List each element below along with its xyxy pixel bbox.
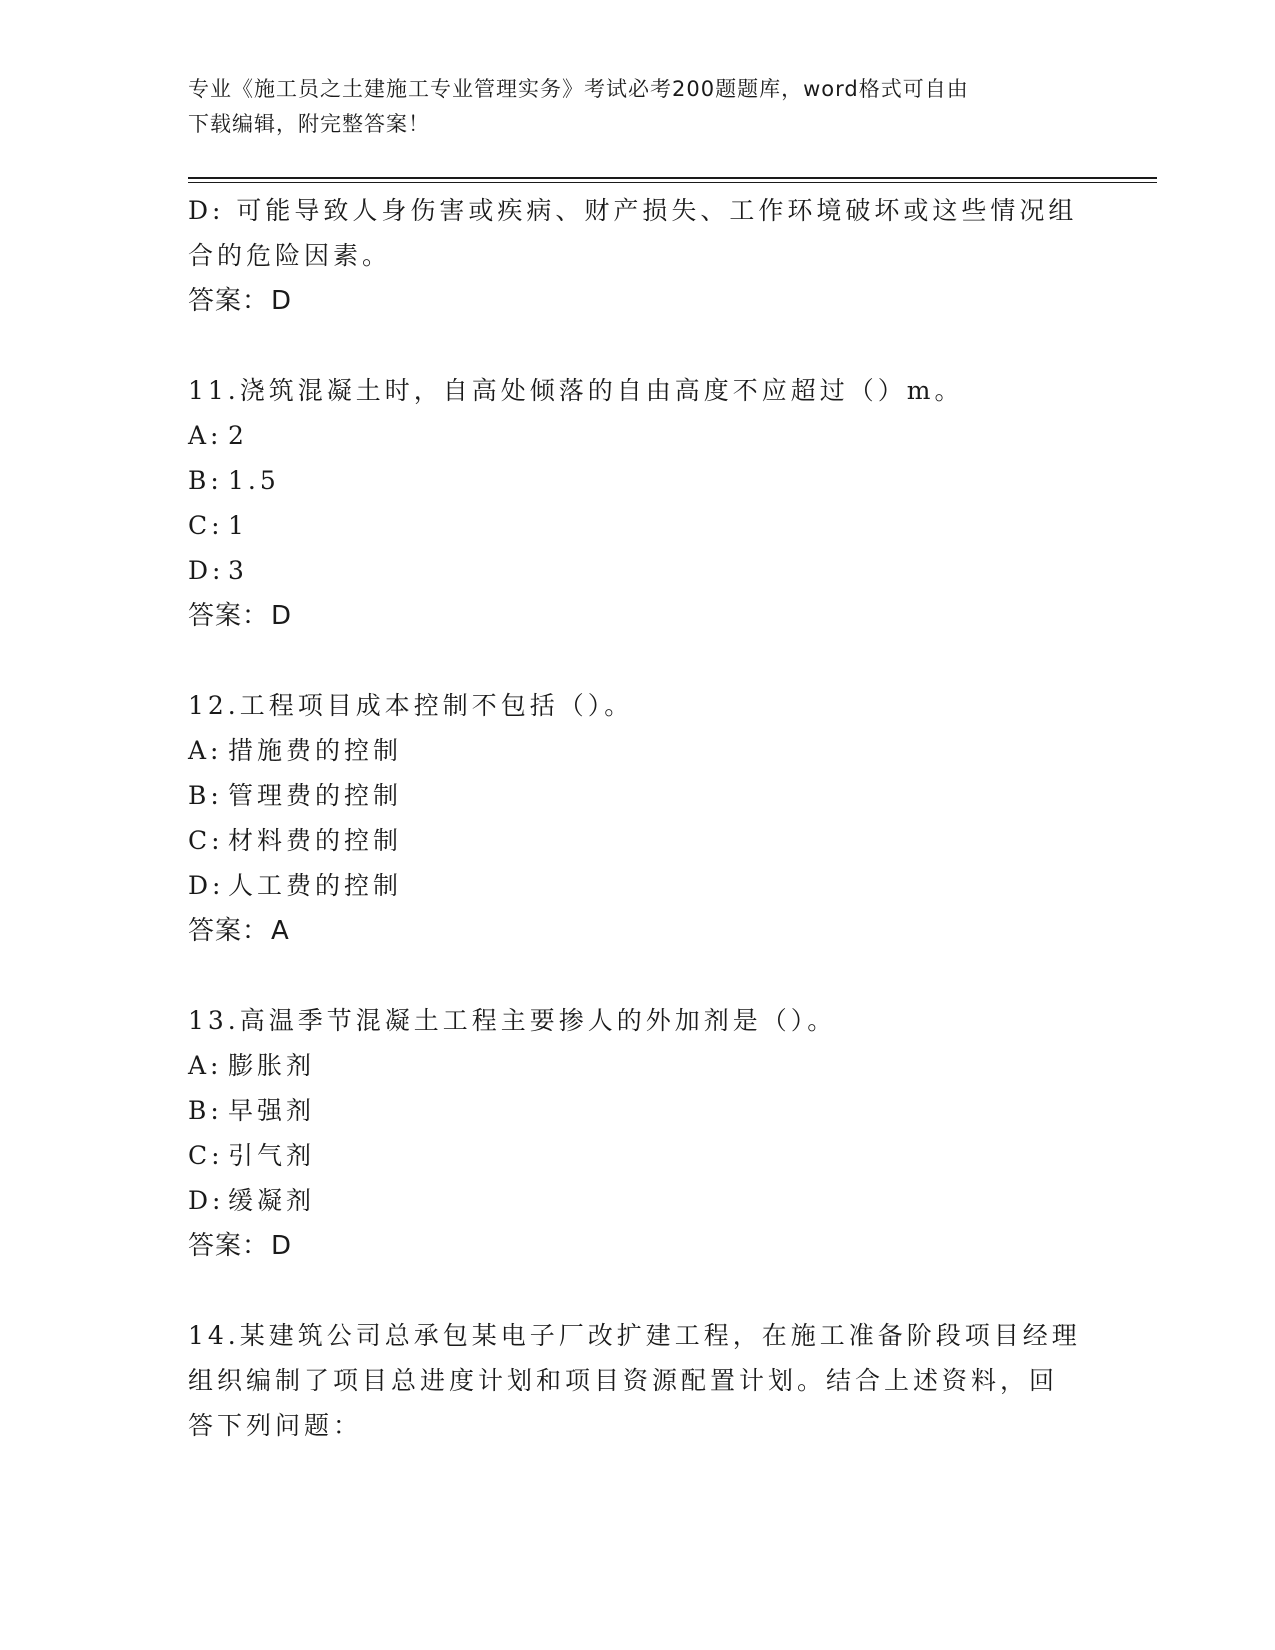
option-d <box>188 863 1088 908</box>
option-b <box>188 1088 1088 1133</box>
option-c <box>188 503 1088 548</box>
option-key: B: <box>188 1096 223 1125</box>
option-key: A: <box>188 1051 223 1080</box>
continued-question-block <box>188 188 1088 324</box>
option-key: D: <box>188 556 225 585</box>
option-key: C: <box>188 511 224 540</box>
option-b <box>188 773 1088 818</box>
question-block-12 <box>188 683 1088 954</box>
question-stem: 12.工程项目成本控制不包括（）。 <box>188 691 634 720</box>
answer-line <box>188 278 1088 324</box>
option-text: 管理费的控制 <box>228 781 403 810</box>
option-text: 措施费的控制 <box>228 736 403 765</box>
answer-line <box>188 908 1088 954</box>
header-divider <box>188 177 1157 183</box>
option-a <box>188 413 1088 458</box>
option-c <box>188 1133 1088 1178</box>
option-a <box>188 728 1088 773</box>
option-text: 引气剂 <box>228 1141 316 1170</box>
question-stem: 11.浇筑混凝土时，自高处倾落的自由高度不应超过（）m。 <box>188 376 964 405</box>
option-text: 缓凝剂 <box>228 1186 316 1215</box>
header-line-1: 专业《施工员之土建施工专业管理实务》考试必考200题题库，word格式可自由 <box>188 77 969 101</box>
option-text: 1.5 <box>228 466 280 495</box>
option-key: D: <box>188 871 225 900</box>
question-block-13 <box>188 998 1088 1269</box>
option-key: D: <box>188 1186 225 1215</box>
answer-value: D <box>271 601 293 631</box>
option-a <box>188 1043 1088 1088</box>
answer-line <box>188 1223 1088 1269</box>
question-block-14 <box>188 1313 1088 1448</box>
option-b <box>188 458 1088 503</box>
option-line: 合的危险因素。 <box>188 241 392 270</box>
answer-label: 答案： <box>188 916 270 946</box>
answer-label: 答案： <box>188 1231 270 1261</box>
answer-label: 答案： <box>188 286 270 316</box>
question-stem: 13.高温季节混凝土工程主要掺人的外加剂是（）。 <box>188 1006 837 1035</box>
option-key: C: <box>188 1141 224 1170</box>
option-c <box>188 818 1088 863</box>
option-key: A: <box>188 421 223 450</box>
question-stem-line: 组织编制了项目总进度计划和项目资源配置计划。结合上述资料，回 <box>188 1366 1059 1395</box>
header-line-2: 下载编辑，附完整答案！ <box>188 112 430 136</box>
option-text: 人工费的控制 <box>228 871 403 900</box>
option-key: C: <box>188 826 224 855</box>
option-text: 2 <box>228 421 248 450</box>
answer-line <box>188 593 1088 639</box>
option-text: 材料费的控制 <box>228 826 403 855</box>
question-stem-line: 14.某建筑公司总承包某电子厂改扩建工程，在施工准备阶段项目经理 <box>188 1321 1081 1350</box>
answer-value: D <box>271 286 293 316</box>
page-header <box>188 72 1088 142</box>
answer-value: D <box>271 1231 293 1261</box>
option-line: D: 可能导致人身伤害或疾病、财产损失、工作环境破坏或这些情况组 <box>188 196 1078 225</box>
option-key: B: <box>188 781 223 810</box>
answer-value: A <box>271 916 290 946</box>
option-text: 3 <box>228 556 248 585</box>
document-body <box>188 188 1088 1448</box>
question-stem-line: 答下列问题： <box>188 1411 363 1440</box>
option-d <box>188 1178 1088 1223</box>
option-text: 膨胀剂 <box>228 1051 316 1080</box>
option-key: A: <box>188 736 223 765</box>
option-text: 早强剂 <box>228 1096 316 1125</box>
option-text: 1 <box>228 511 248 540</box>
answer-label: 答案： <box>188 601 270 631</box>
option-key: B: <box>188 466 223 495</box>
question-block-11 <box>188 368 1088 639</box>
option-d <box>188 548 1088 593</box>
